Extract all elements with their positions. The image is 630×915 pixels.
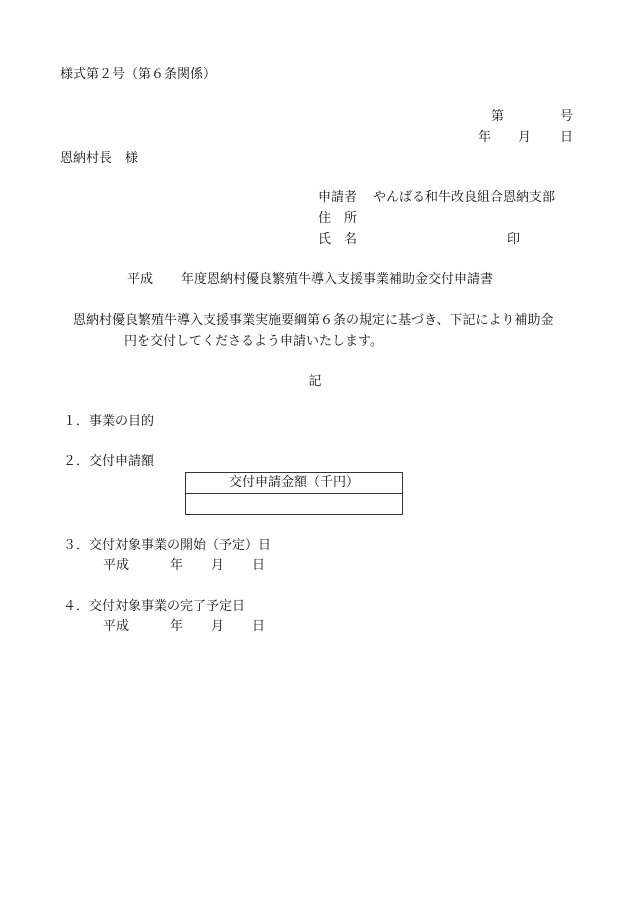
date-month: 月 — [518, 130, 532, 145]
amount-table-header: 交付申請金額（千円） — [186, 473, 402, 494]
start-day: 日 — [252, 558, 266, 573]
doc-number-suffix: 号 — [560, 109, 574, 124]
start-year: 年 — [170, 558, 184, 573]
complete-year: 年 — [170, 619, 184, 634]
date-day: 日 — [560, 130, 574, 145]
title-era: 平成 — [127, 272, 154, 287]
item-amount: ２．交付申請額 — [63, 454, 155, 469]
complete-era: 平成 — [103, 619, 130, 634]
ki-heading: 記 — [308, 374, 322, 389]
date-year: 年 — [478, 130, 492, 145]
address-label: 住 所 — [318, 211, 358, 226]
amount-table-cell — [186, 494, 402, 514]
item-completion-date: ４．交付対象事業の完了予定日 — [63, 599, 246, 614]
seal-mark: 印 — [507, 232, 521, 247]
doc-number-prefix: 第 — [491, 109, 505, 124]
item-start-date: ３．交付対象事業の開始（予定）日 — [63, 538, 272, 553]
complete-month: 月 — [211, 619, 225, 634]
start-month: 月 — [211, 558, 225, 573]
person-name-label: 氏 名 — [318, 232, 358, 247]
amount-table — [185, 472, 403, 515]
complete-day: 日 — [252, 619, 266, 634]
body-line-1: 恩納村優良繁殖牛導入支援事業実施要綱第６条の規定に基づき、下記により補助金 — [73, 313, 554, 328]
start-era: 平成 — [103, 558, 130, 573]
document-title: 年度恩納村優良繁殖牛導入支援事業補助金交付申請書 — [181, 272, 494, 287]
addressee: 恩納村長 様 — [60, 151, 139, 166]
applicant-name: やんばる和牛改良組合恩納支部 — [373, 190, 556, 205]
body-line-2: 円を交付してくださるよう申請いたします。 — [124, 334, 383, 349]
applicant-label: 申請者 — [318, 190, 358, 205]
item-purpose: １．事業の目的 — [63, 414, 155, 429]
form-label: 様式第２号（第６条関係） — [60, 67, 217, 82]
